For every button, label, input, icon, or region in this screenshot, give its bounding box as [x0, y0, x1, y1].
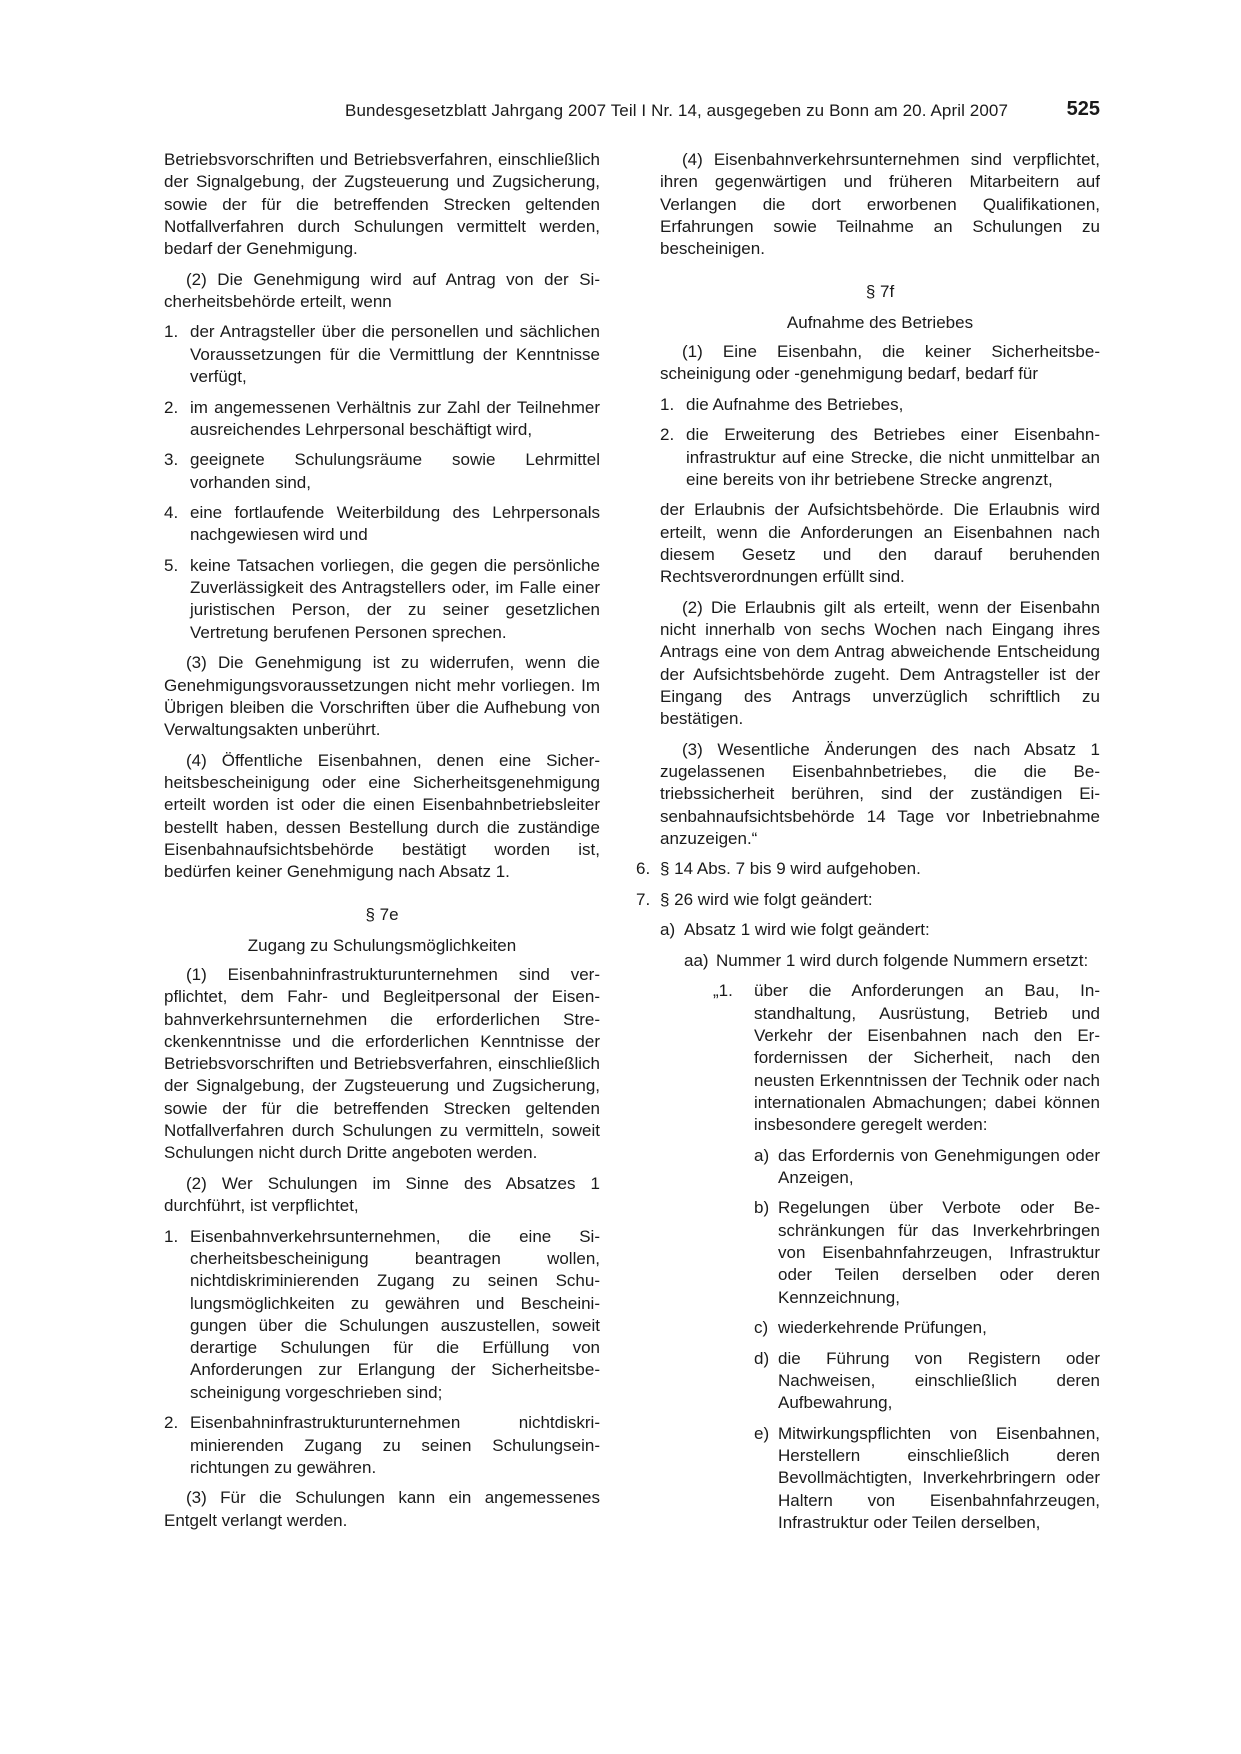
list-text: Mitwirkungspflichten von Eisenbahnen, Herstellern einschließlich deren Bevollmächtigten, Inverkehrbringern oder Haltern von Eisenbahnfahrzeugen, Infrastruktur oder Teilen derselben, — [778, 1423, 1100, 1532]
list-number: 2. — [164, 1413, 179, 1433]
list-text: § 26 wird wie folgt geändert: — [660, 889, 873, 909]
list-text: keine Tatsachen vorliegen, die gegen die persönliche Zuverlässigkeit des Antragstellers oder, im Falle einer juristischen Person, der zu seiner gesetzlichen Vertretung berufenen Personen sprechen. — [190, 555, 600, 642]
list-text: die Erweiterung des Betriebes einer Eisenbahninfrastruktur auf eine Strecke, die nicht unmittelbar an eine bereits von ihr betriebene Strecke angrenzt, — [686, 425, 1100, 489]
list-number: 5. — [164, 555, 179, 575]
list-text: das Erfordernis von Genehmigungen oder Anzeigen, — [778, 1145, 1100, 1187]
sub-item-e — [754, 1423, 1100, 1534]
paragraph-7f-abs2: (2) Die Erlaubnis gilt als erteilt, wenn der Eisenbahn nicht innerhalb von sechs Wochen nach Eingang ihres Antrags eine von dem Antrag abweichende Entscheidung der Aufsichtsbehörde zugeht. Dem Antragsteller ist der Eingang des Antrags unverzüglich schriftlich zu bestätigen. — [660, 597, 1100, 729]
list-number: 4. — [164, 503, 179, 523]
list-text: geeignete Schulungsräume sowie Lehrmittel vorhanden sind, — [190, 450, 600, 492]
sub-item-b — [754, 1197, 1100, 1308]
sub-item-d — [754, 1348, 1100, 1415]
intro-paragraph: Betriebsvorschriften und Betriebsverfahren, einschließlich der Signalgebung, der Zugsteuerung und Zugsicherung, sowie der für die betreffenden Strecken geltenden Notfallverfahren durch Schulungen vermittelt werden, bedarf der Genehmigung. — [164, 150, 600, 259]
paragraph-7f-abs1: (1) Eine Eisenbahn, die keiner Sicherheitsbescheinigung oder -genehmigung bedarf, bedarf für — [660, 342, 1100, 384]
section-title-7f: Aufnahme des Betriebes — [786, 312, 974, 332]
amendment-item-7a — [660, 919, 1100, 941]
list-number: 1. — [660, 394, 675, 414]
page-number: 525 — [1066, 98, 1100, 120]
list-number: 2. — [660, 425, 675, 445]
7f-abs1-list — [660, 394, 1100, 491]
list-number: d) — [754, 1348, 770, 1368]
list-number: 7. — [636, 889, 651, 909]
sub-item-list — [754, 1145, 1100, 1535]
amendment-item-7aa — [684, 950, 1100, 972]
paragraph-7e-abs3: (3) Für die Schulungen kann ein angemessenes Entgelt verlangt werden. — [164, 1488, 600, 1530]
left-column — [164, 149, 600, 1540]
list-item — [164, 1412, 600, 1479]
paragraph-abs3: (3) Die Genehmigung ist zu widerrufen, wenn die Genehmigungsvoraussetzungen nicht mehr vorliegen. Im Übrigen bleiben die Vorschriften über die Aufhebung von Verwaltungsakten unberührt. — [164, 653, 600, 740]
paragraph-7f-abs3: (3) Wesentliche Änderungen des nach Absatz 1 zugelassenen Eisenbahnbetriebes, die die Betriebssicherheit berühren, sind der zuständigen Eisenbahnaufsichtsbehörde 14 Tage vor Inbetriebnahme anzuzeigen.“ — [660, 739, 1100, 848]
7e-abs2-list — [164, 1226, 600, 1479]
list-number: „1. — [713, 981, 733, 1001]
paragraph-abs4: (4) Öffentliche Eisenbahnen, denen eine Sicherheitsbescheinigung oder eine Sicherheitsgenehmigung erteilt worden ist oder die einen Eisenbahnbetriebsleiter bestellt haben, dessen Bestellung durch die zuständige Eisenbahnaufsichtsbehörde bestätigt worden ist, bedürfen keiner Genehmigung nach Absatz 1. — [164, 750, 600, 882]
paragraph-7e-abs1: (1) Eisenbahninfrastrukturunternehmen sind verpflichtet, dem Fahr- und Begleitpersonal der Eisenbahnverkehrsunternehmen die erforderlichen Streckenkenntnisse und die erforderlichen Kenntnisse der Betriebsvorschriften und Betriebsverfahren, einschließlich der Signalgebung, der Zugsteuerung und Zugsicherung, sowie der für die betreffenden Strecken geltenden Notfallverfahren durch Schulungen zu vermitteln, soweit Schulungen nicht durch Dritte angeboten werden. — [164, 965, 600, 1163]
section-title-7e: Zugang zu Schulungsmöglichkeiten — [247, 935, 517, 955]
list-text: Nummer 1 wird durch folgende Nummern ersetzt: — [716, 950, 1089, 970]
list-number: b) — [754, 1198, 770, 1218]
list-text: Eisenbahnverkehrsunternehmen, die eine Sicherheitsbescheinigung beantragen wollen, nichtdiskriminierenden Zugang zu seinen Schulungsmöglichkeiten zu gewähren und Bescheinigungen über die Schulungen auszustellen, soweit derartige Schulungen für die Erfüllung von Anforderungen zur Erlangung der Sicherheitsbescheinigung vorgeschrieben sind; — [190, 1226, 600, 1402]
abs2-list — [164, 321, 600, 644]
paragraph-7f-abs1-continued: der Erlaubnis der Aufsichtsbehörde. Die Erlaubnis wird erteilt, wenn die Anforderungen an Eisenbahnen nach diesem Gesetz und den darauf beruhenden Rechtsverordnungen erfüllt sind. — [660, 500, 1100, 587]
section-number-7f: § 7f — [865, 282, 895, 302]
list-number: 1. — [164, 1226, 179, 1246]
list-text: Regelungen über Verbote oder Beschränkungen für das Inverkehrbringen von Eisenbahnfahrzeugen, Infrastruktur oder Teilen derselben oder deren Kennzeichnung, — [778, 1198, 1100, 1307]
paragraph-abs2: (2) Die Genehmigung wird auf Antrag von der Sicherheitsbehörde erteilt, wenn — [164, 269, 600, 311]
quoted-number-1 — [713, 980, 1100, 1136]
list-number: c) — [754, 1318, 769, 1338]
list-text: Eisenbahninfrastrukturunternehmen nichtdiskriminierenden Zugang zu seinen Schulungseinrichtungen zu gewähren. — [190, 1413, 600, 1477]
list-text: eine fortlaufende Weiterbildung des Lehrpersonals nachgewiesen wird und — [190, 503, 600, 545]
list-item — [164, 397, 600, 442]
amendment-item-6 — [636, 858, 1100, 880]
list-number: e) — [754, 1423, 770, 1443]
right-column — [636, 149, 1100, 1542]
list-item — [660, 424, 1100, 491]
list-item — [164, 449, 600, 494]
list-number: 2. — [164, 397, 179, 417]
amendment-list — [636, 858, 1100, 911]
list-item — [164, 502, 600, 547]
sub-item-a — [754, 1145, 1100, 1190]
amendment-item-7 — [636, 889, 1100, 911]
list-item — [164, 321, 600, 388]
list-text: Absatz 1 wird wie folgt geändert: — [684, 920, 930, 940]
list-text: der Antragsteller über die personellen und sächlichen Voraussetzungen für die Vermittlung der Kenntnisse verfügt, — [190, 322, 600, 387]
list-item — [164, 555, 600, 644]
list-number: a) — [660, 920, 676, 940]
list-item — [660, 394, 1100, 416]
list-text: im angemessenen Verhältnis zur Zahl der Teilnehmer ausreichendes Lehrpersonal beschäftigt wird, — [190, 397, 600, 439]
page-header — [164, 98, 1100, 124]
list-number: 3. — [164, 450, 179, 470]
list-text: die Führung von Registern oder Nachweisen, einschließlich deren Aufbewahrung, — [778, 1348, 1100, 1413]
list-number: 1. — [164, 322, 179, 342]
list-number: 6. — [636, 859, 651, 879]
paragraph-7e-abs2: (2) Wer Schulungen im Sinne des Absatzes 1 durchführt, ist verpflichtet, — [164, 1173, 600, 1216]
list-number: aa) — [684, 950, 709, 970]
list-text: die Aufnahme des Betriebes, — [686, 394, 904, 414]
list-text: über die Anforderungen an Bau, Instandhaltung, Ausrüstung, Betrieb und Verkehr der Eisenbahnen nach den Erfordernissen der Sicherheit, nach den neusten Erkenntnissen der Technik oder nach internationalen Abmachungen; dabei können insbesondere geregelt werden: — [754, 981, 1100, 1135]
running-title: Bundesgesetzblatt Jahrgang 2007 Teil I Nr. 14, ausgegeben zu Bonn am 20. April 2007 — [345, 101, 1008, 120]
list-text: wiederkehrende Prüfungen, — [778, 1318, 987, 1338]
list-number: a) — [754, 1145, 770, 1165]
list-item — [164, 1226, 600, 1404]
section-number-7e: § 7e — [365, 905, 399, 925]
paragraph-abs4-right: (4) Eisenbahnverkehrsunternehmen sind verpflichtet, ihren gegenwärtigen und früheren Mitarbeitern auf Verlangen die dort erworbenen Qualifikationen, Erfahrungen sowie Teilnahme an Schulungen zu bescheinigen. — [660, 150, 1100, 259]
list-text: § 14 Abs. 7 bis 9 wird aufgehoben. — [660, 859, 921, 879]
sub-item-c — [754, 1317, 1100, 1339]
